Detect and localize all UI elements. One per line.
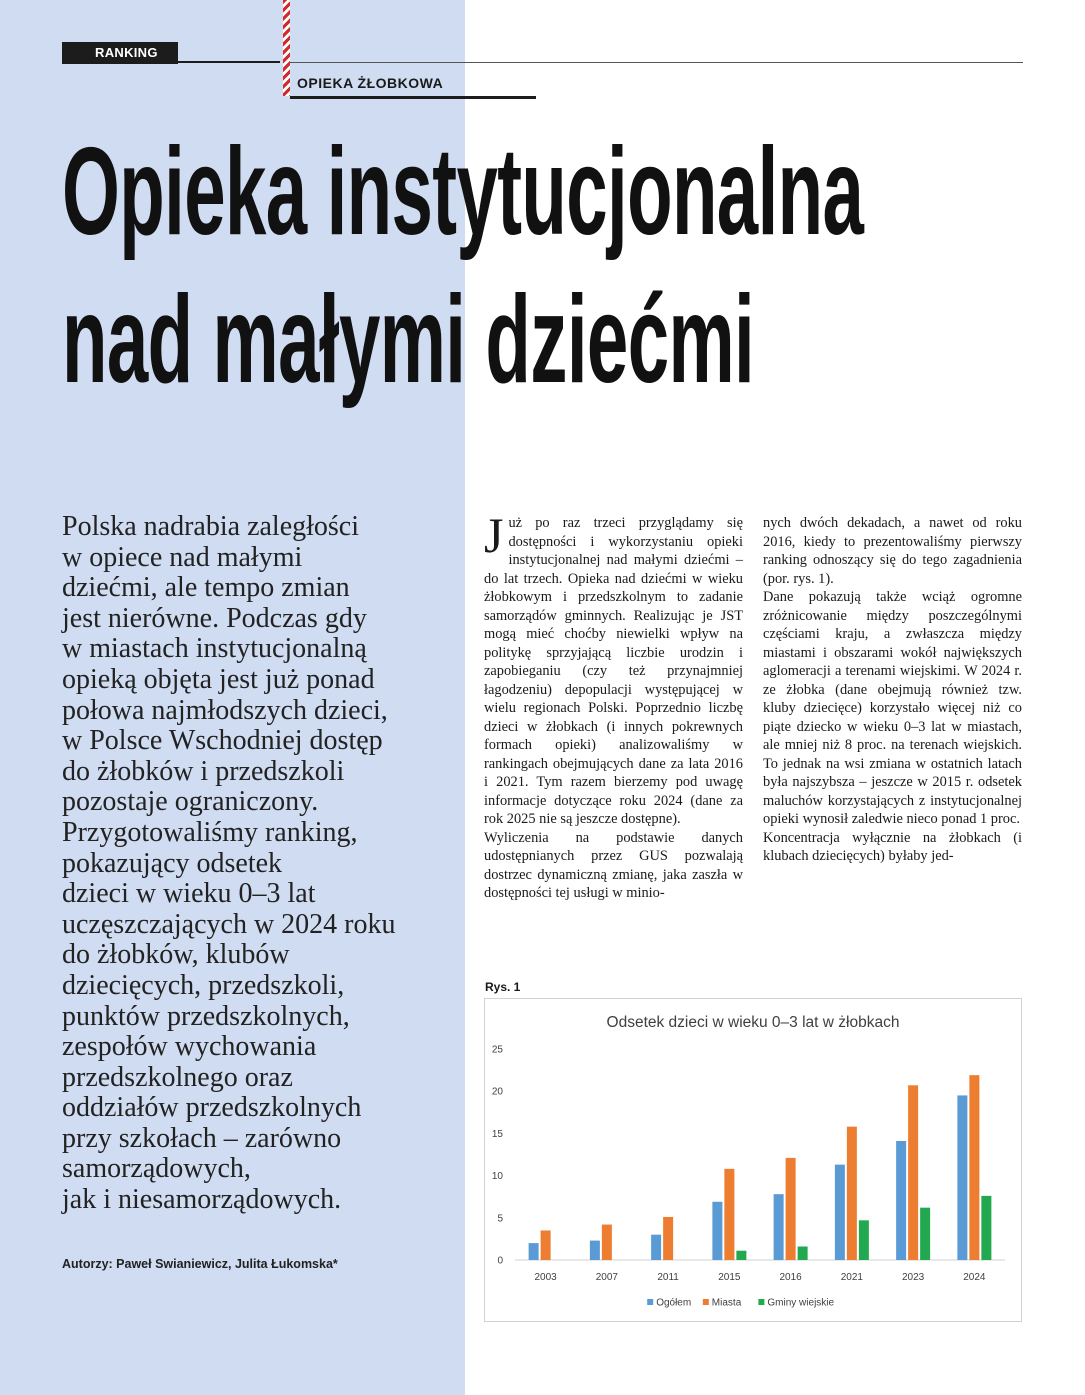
bar: [663, 1217, 673, 1260]
y-tick-label: 25: [491, 1044, 503, 1056]
chart-title: Odsetek dzieci w wieku 0–3 lat w żłobkach: [606, 1014, 900, 1031]
bar: [712, 1202, 722, 1260]
bar: [736, 1251, 746, 1260]
chart-container: [484, 998, 1022, 1322]
article-column-2: [763, 514, 1022, 866]
bar: [847, 1127, 857, 1260]
bar: [651, 1235, 661, 1260]
divider: [290, 96, 536, 99]
bar: [529, 1243, 539, 1260]
bar: [602, 1225, 612, 1260]
x-tick-label: 2003: [534, 1272, 557, 1283]
paragraph-text: uż po raz trzeci przyglądamy się dostępności i wykorzystaniu opieki instytucjonalnej nad małymi dziećmi – do lat trzech. Opieka nad dziećmi w wieku żłobkowym i przedszkolnym to zadanie samorządów gminnych. Realizując je JST mogą mieć choćby niewielki wpływ na politykę sprzyjającą liczbie urodzin i zapobieganiu (czy też przynajmniej łagodzeniu) depopulacji występującej w wielu regionach Polski. Poprzednio liczbę dzieci w żłobkach (i innych pokrewnych formach opieki) analizowaliśmy w rankingach obejmujących dane za lata 2016 i 2021. Tym razem bierzemy pod uwagę informacje dotyczące roku 2024 (dane za rok 2025 nie są jeszcze dostępne).: [484, 515, 743, 827]
legend-swatch: [758, 1299, 764, 1305]
paragraph: Dane pokazują także wciąż ogromne zróżnicowanie między poszczególnymi częściami kraju, a zwłaszcza między miastami i obszarami wokół największych aglomeracji a terenami wiejskimi. W 2024 r. ze żłobka (dane obejmują również tzw. kluby dziecięce) korzystało więcej niż co piąte dziecko w wieku 0–3 lat w miastach, ale mniej niż 8 proc. na terenach wiejskich. To jednak na wsi zmiana w ostatnich latach była najszybsza – jeszcze w 2015 r. odsetek maluchów korzystających z instytucjonalnej opieki wynosił zaledwie nieco ponad 1 proc.: [763, 589, 1022, 827]
y-tick-label: 15: [491, 1128, 503, 1140]
x-tick-label: 2011: [657, 1272, 679, 1283]
page-title: [62, 118, 864, 414]
legend-swatch: [703, 1299, 709, 1305]
bar: [969, 1075, 979, 1260]
section-tag: RANKING: [62, 42, 178, 64]
legend-label: Miasta: [711, 1297, 742, 1309]
bar-chart: [485, 999, 1021, 1321]
bar: [786, 1158, 796, 1260]
x-tick-label: 2021: [840, 1272, 863, 1283]
bar: [724, 1169, 734, 1260]
article-column-1: [484, 507, 743, 903]
legend-swatch: [647, 1299, 653, 1305]
figure-label: Rys. 1: [485, 980, 521, 994]
y-tick-label: 5: [497, 1213, 503, 1225]
bar: [908, 1085, 918, 1260]
paragraph: Wyliczenia na podstawie danych udostępnianych przez GUS pozwalają dostrzec dynamiczną zmianę, jaka zaszła w dostępności tej usługi w minio-: [484, 829, 743, 901]
legend-label: Ogółem: [656, 1297, 692, 1309]
x-tick-label: 2007: [595, 1272, 618, 1283]
y-tick-label: 0: [497, 1255, 503, 1267]
bar: [957, 1095, 967, 1260]
bar: [541, 1230, 551, 1260]
bar: [590, 1241, 600, 1260]
x-tick-label: 2023: [902, 1272, 925, 1283]
x-tick-label: 2024: [963, 1272, 986, 1283]
bar: [896, 1141, 906, 1260]
paragraph: Koncentracja wyłącznie na żłobkach (i klubach dziecięcych) byłaby jed-: [763, 829, 1022, 864]
divider: [290, 62, 1023, 63]
paragraph: nych dwóch dekadach, a nawet od roku 2016, kiedy to prezentowaliśmy pierwszy ranking odnoszący się do tego zagadnienia (por. rys. 1).: [763, 515, 1022, 587]
x-tick-label: 2016: [779, 1272, 802, 1283]
sub-tag: OPIEKA ŻŁOBKOWA: [297, 75, 444, 91]
decorative-red-stripe: [283, 0, 290, 96]
bar: [981, 1196, 991, 1260]
y-tick-label: 20: [491, 1086, 503, 1098]
bar: [774, 1194, 784, 1260]
legend-label: Gminy wiejskie: [767, 1297, 835, 1309]
bar: [835, 1165, 845, 1260]
authors-line: Autorzy: Paweł Swianiewicz, Julita Łukomska*: [62, 1257, 338, 1271]
title-line-1: Opieka instytucjonalna: [62, 123, 864, 261]
x-tick-label: 2015: [718, 1272, 741, 1283]
bar: [798, 1246, 808, 1260]
y-tick-label: 10: [491, 1171, 503, 1183]
title-line-2: nad małymi dziećmi: [62, 271, 755, 409]
bar: [920, 1208, 930, 1260]
lead-paragraph: Polska nadrabia zaległości w opiece nad małymi dziećmi, ale tempo zmian jest nierówne. Podczas gdy w miastach instytucjonalną opieką objęta jest już ponad połowa najmłodszych dzieci, w Polsce Wschodniej dostęp do żłobków i przedszkoli pozostaje ograniczony. Przygotowaliśmy ranking, pokazujący odsetek dzieci w wieku 0–3 lat uczęszczających w 2024 roku do żłobków, klubów dziecięcych, przedszkoli, punktów przedszkolnych, zespołów wychowania przedszkolnego oraz oddziałów przedszkolnych przy szkołach – zarówno samorządowych, jak i niesamorządowych.: [62, 511, 396, 1216]
paragraph: [484, 507, 743, 829]
bar: [859, 1220, 869, 1260]
divider: [178, 61, 280, 63]
drop-cap: J: [484, 507, 504, 563]
